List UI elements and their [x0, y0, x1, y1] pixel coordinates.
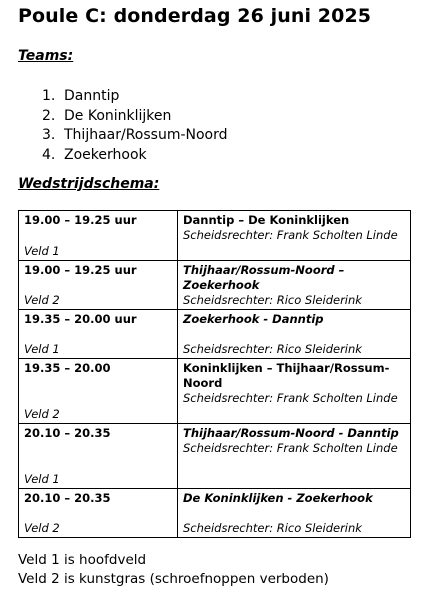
- team-number: 3.: [42, 127, 56, 143]
- match-referee: Scheidsrechter: Rico Sleiderink: [183, 293, 362, 307]
- match-field: Veld 2: [24, 293, 60, 307]
- match-teams: Danntip – De Koninklijken: [183, 213, 350, 227]
- time-cell: [19, 359, 178, 424]
- field-notes: [18, 551, 329, 588]
- spacer: [183, 506, 407, 521]
- match-time: 19.00 – 19.25 uur: [24, 263, 137, 277]
- team-name: Thijhaar/Rossum-Noord: [64, 127, 228, 143]
- teams-heading: Teams:: [18, 48, 74, 64]
- team-name: Danntip: [64, 88, 120, 104]
- table-row: [19, 310, 411, 359]
- match-teams: De Koninklijken - Zoekerhook: [183, 491, 373, 505]
- time-cell: [19, 261, 178, 310]
- time-cell: [19, 211, 178, 261]
- match-referee: Scheidsrechter: Frank Scholten Linde: [183, 441, 398, 455]
- team-item: [42, 126, 228, 146]
- match-cell: [178, 359, 411, 424]
- match-teams: Thijhaar/Rossum-Noord - Danntip: [183, 426, 399, 440]
- table-row: [19, 211, 411, 261]
- schedule-heading: Wedstrijdschema:: [18, 176, 160, 192]
- spacer: [183, 327, 407, 342]
- match-referee: Scheidsrechter: Rico Sleiderink: [183, 521, 362, 535]
- match-teams: Koninklijken – Thijhaar/Rossum-Noord: [183, 361, 390, 390]
- schedule-table: [18, 210, 411, 538]
- time-cell: [19, 489, 178, 538]
- match-field: Veld 2: [24, 521, 60, 535]
- teams-list: [42, 87, 228, 165]
- match-cell: [178, 424, 411, 489]
- table-row: [19, 489, 411, 538]
- team-name: Zoekerhook: [64, 146, 147, 163]
- match-time: 19.00 – 19.25 uur: [24, 213, 137, 227]
- match-field: Veld 1: [24, 342, 60, 356]
- page-title: Poule C: donderdag 26 juni 2025: [18, 5, 372, 27]
- match-cell: [178, 489, 411, 538]
- team-number: 1.: [42, 88, 56, 104]
- team-item: [42, 87, 228, 107]
- match-cell: [178, 261, 411, 310]
- match-cell: [178, 310, 411, 359]
- match-teams: Thijhaar/Rossum-Noord – Zoekerhook: [183, 263, 345, 292]
- match-time: 20.10 – 20.35: [24, 426, 111, 440]
- table-row: [19, 261, 411, 310]
- note-line: Veld 2 is kunstgras (schroefnoppen verboden): [18, 570, 329, 587]
- team-item: [42, 107, 228, 127]
- time-cell: [19, 424, 178, 489]
- match-teams: Zoekerhook - Danntip: [183, 312, 324, 326]
- note-line: Veld 1 is hoofdveld: [18, 552, 147, 568]
- team-name: De Koninklijken: [64, 107, 172, 124]
- table-row: [19, 359, 411, 424]
- match-field: Veld 1: [24, 244, 60, 258]
- match-referee: Scheidsrechter: Frank Scholten Linde: [183, 391, 398, 405]
- table-row: [19, 424, 411, 489]
- team-number: 4.: [42, 146, 56, 163]
- team-number: 2.: [42, 107, 56, 124]
- match-field: Veld 1: [24, 472, 60, 486]
- match-time: 20.10 – 20.35: [24, 491, 111, 505]
- match-cell: [178, 211, 411, 261]
- time-cell: [19, 310, 178, 359]
- match-field: Veld 2: [24, 407, 60, 421]
- match-time: 19.35 – 20.00 uur: [24, 312, 137, 326]
- match-time: 19.35 – 20.00: [24, 361, 111, 375]
- match-referee: Scheidsrechter: Frank Scholten Linde: [183, 228, 398, 242]
- match-referee: Scheidsrechter: Rico Sleiderink: [183, 342, 362, 356]
- team-item: [42, 146, 228, 166]
